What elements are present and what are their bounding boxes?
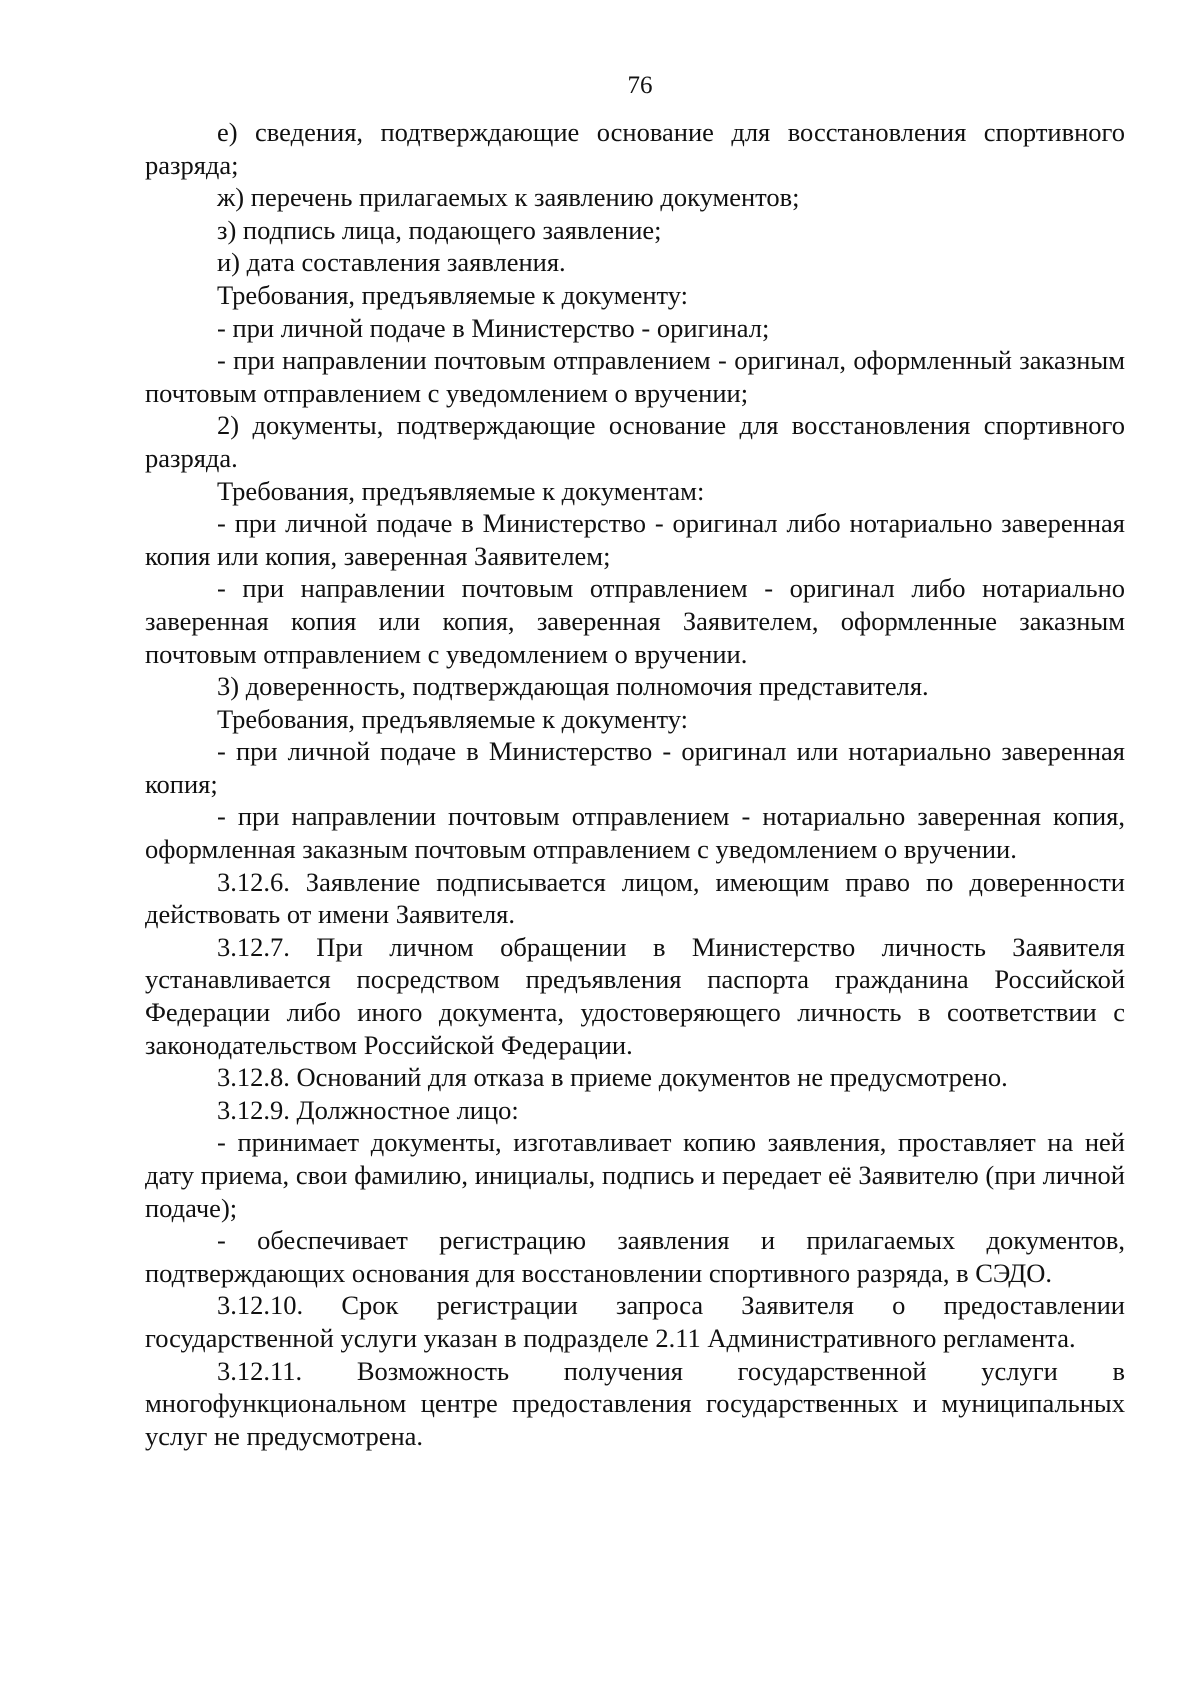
- paragraph-item-zh: ж) перечень прилагаемых к заявлению документов;: [217, 182, 800, 213]
- paragraph-postal-submission-3: - при направлении почтовым отправлением - нотариально заверенная копия, оформленная заказным почтовым отправлением с уведомлением о вручении.: [145, 801, 1125, 865]
- paragraph-item-z: з) подпись лица, подающего заявление;: [217, 214, 662, 245]
- paragraph-item-i: и) дата составления заявления.: [217, 247, 566, 278]
- paragraph-section-3-12-9: 3.12.9. Должностное лицо:: [217, 1094, 519, 1125]
- paragraph-official-registers: - обеспечивает регистрацию заявления и прилагаемых документов, подтверждающих основания для восстановлении спортивного разряда, в СЭДО.: [145, 1225, 1125, 1288]
- paragraph-section-3-12-11: 3.12.11. Возможность получения государственной услуги в многофункциональном центре предоставления государственных и муниципальных услуг не предусмотрена.: [145, 1355, 1125, 1451]
- paragraph-personal-submission-3: - при личной подаче в Министерство - оригинал или нотариально заверенная копия;: [145, 736, 1125, 799]
- paragraph-postal-submission-1: - при направлении почтовым отправлением - оригинал, оформленный заказным почтовым отправлением с уведомлением о вручении;: [145, 345, 1125, 408]
- paragraph-official-accepts: - принимает документы, изготавливает копию заявления, проставляет на ней дату приема, свои фамилию, инициалы, подпись и передает её Заявителю (при личной подаче);: [145, 1127, 1125, 1223]
- paragraph-section-3-12-10: 3.12.10. Срок регистрации запроса Заявителя о предоставлении государственной услуги указан в подразделе 2.11 Административного регламента.: [145, 1290, 1125, 1353]
- paragraph-personal-submission-2: - при личной подаче в Министерство - оригинал либо нотариально заверенная копия или копия, заверенная Заявителем;: [145, 508, 1125, 571]
- paragraph-personal-submission-1: - при личной подаче в Министерство - оригинал;: [217, 312, 770, 343]
- paragraph-section-3-12-6: 3.12.6. Заявление подписывается лицом, имеющим право по доверенности действовать от имени Заявителя.: [145, 866, 1125, 930]
- paragraph-item-3: 3) доверенность, подтверждающая полномочия представителя.: [217, 671, 929, 702]
- document-body: [145, 116, 1125, 1452]
- paragraph-section-3-12-8: 3.12.8. Оснований для отказа в приеме документов не предусмотрено.: [217, 1062, 1008, 1093]
- paragraph-item-e: е) сведения, подтверждающие основание для восстановления спортивного разряда;: [145, 117, 1125, 180]
- paragraph-postal-submission-2: - при направлении почтовым отправлением - оригинал либо нотариально заверенная копия или копия, заверенная Заявителем, оформленные заказным почтовым отправлением с уведомлением о вручении.: [145, 573, 1125, 669]
- page-number: 76: [627, 72, 653, 99]
- paragraph-section-3-12-7: 3.12.7. При личном обращении в Министерство личность Заявителя устанавливается посредством предъявления паспорта гражданина Российской Федерации либо иного документа, удостоверяющего личность в соответствии с законодательством Российской Федерации.: [145, 931, 1125, 1060]
- paragraph-requirements-2: Требования, предъявляемые к документам:: [217, 475, 705, 506]
- paragraph-requirements-1: Требования, предъявляемые к документу:: [217, 279, 689, 310]
- paragraph-item-2: 2) документы, подтверждающие основание для восстановления спортивного разряда.: [145, 410, 1125, 473]
- paragraph-requirements-3: Требования, предъявляемые к документу:: [217, 703, 689, 734]
